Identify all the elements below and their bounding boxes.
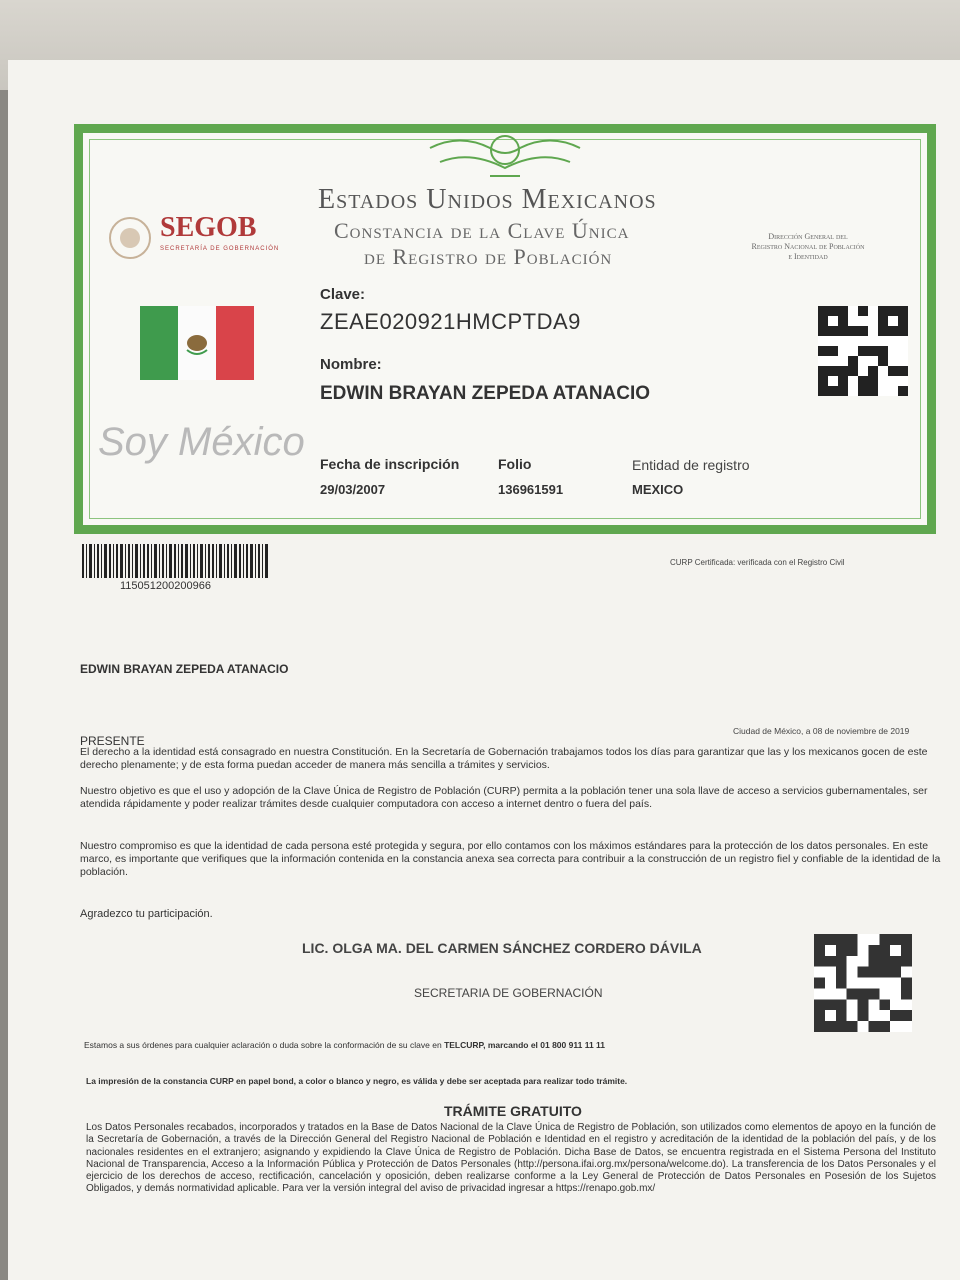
flag-emblem-icon [178,306,216,380]
ciudad-fecha: Ciudad de México, a 08 de noviembre de 2019 [733,726,910,736]
fecha-value: 29/03/2007 [320,482,386,497]
qr-code-icon [818,306,908,396]
privacy-notice: Los Datos Personales recabados, incorporados y tratados en la Base de Datos Nacional de la Clave Única de Registro de Población, son utilizados como elementos de apoyo en la función de la Secretaría de Gobernación, a través de la Dirección General del Registro Nacional de Población e Identidad en el registro y acreditación de la identidad de la población del país, y de los nacionales residentes en el extranjero; asignando y expidiendo la Clave Única de Registro de Población. Dicha Base de Datos, se encuentra registrada en el Sistema Persona del Instituto Nacional de Transparencia, Acceso a la Información Pública y Protección de Datos Personales (http://persona.ifai.org.mx/persona/welcome.do). La transferencia de los Datos Personales y el ejercicio de los derechos de acceso, rectificación, cancelación y oposición, deben realizarse conforme a la Ley General de Protección de Datos Personales en Posesión de los Sujetos Obligados, y demás normatividad aplicable. Para ver la versión integral del aviso de privacidad ingresar a https://renapo.gob.mx/ [86,1122,936,1195]
letter-paragraph-1: El derecho a la identidad está consagrado en nuestra Constitución. En la Secretaría de Gobernación trabajamos todos los días para garantizar que las y los mexicanos gocen de este derecho plenamente; y de esta forma puedan acceder de manera más sencilla a trámites y servicios. [80,746,928,771]
title-estados-unidos: Estados Unidos Mexicanos [318,184,657,215]
qr-code-secondary-icon [814,934,912,1032]
title-registro: de Registro de Población [364,244,613,269]
tramite-gratuito: TRÁMITE GRATUITO [444,1103,582,1119]
soy-mexico-watermark: Soy México [98,420,305,464]
folio-label: Folio [498,456,532,472]
barcode-icon [82,544,268,578]
segob-subtitle: SECRETARÍA DE GOBERNACIÓN [160,246,280,252]
mexico-flag [140,306,254,380]
clave-value: ZEAE020921HMCPTDA9 [320,309,581,334]
letter-paragraph-3: Nuestro compromiso es que la identidad de cada persona esté protegida y segura, por ello contamos con los máximos estándares para la protección de los datos personales. En este marco, es importante que verifiques que la información contenida en la constancia anexa sea correcta para contribuir a la construcción de un registro fiel y confiable de la identidad de la población. [80,840,941,878]
addressee-name: EDWIN BRAYAN ZEPEDA ATANACIO [80,662,289,676]
agradezco-text: Agradezco tu participación. [80,908,213,920]
signatory-title: SECRETARIA DE GOBERNACIÓN [414,986,603,1000]
barcode-number: 115051200200966 [120,580,211,592]
clave-label: Clave: [320,286,366,303]
segob-emblem-icon [106,214,154,262]
signatory-name: LIC. OLGA MA. DEL CARMEN SÁNCHEZ CORDERO DÁVILA [302,940,702,956]
nombre-value: EDWIN BRAYAN ZEPEDA ATANACIO [320,383,651,404]
nombre-label: Nombre: [320,356,382,373]
entidad-value: MEXICO [632,482,684,497]
curp-certificada: CURP Certificada: verificada con el Registro Civil [670,558,845,567]
contact-line: Estamos a sus órdenes para cualquier aclaración o duda sobre la conformación de su clave en TELCURP, marcando el 01 800 911 11 11 [84,1040,606,1050]
direccion-general: Dirección General del Registro Nacional de Población e Identidad [751,232,865,261]
letter-paragraph-2: Nuestro objetivo es que el uso y adopción de la Clave Única de Registro de Población (CURP) permita a la población tener una sola llave de acceso a servicios gubernamentales, ser atendida rápidamente y poder realizar trámites desde cualquier computadora con acceso a internet dentro o fuera del país. [80,785,928,810]
presente-label: PRESENTE [80,734,145,748]
segob-logo: SEGOB [160,212,257,243]
national-seal-icon [420,128,590,184]
fecha-label: Fecha de inscripción [320,456,460,472]
title-constancia: Constancia de la Clave Única [334,218,630,243]
entidad-label: Entidad de registro [632,457,750,473]
impresion-note: La impresión de la constancia CURP en papel bond, a color o blanco y negro, es válida y debe ser aceptada para realizar todo trámite. [86,1076,628,1086]
folio-value: 136961591 [498,482,564,497]
